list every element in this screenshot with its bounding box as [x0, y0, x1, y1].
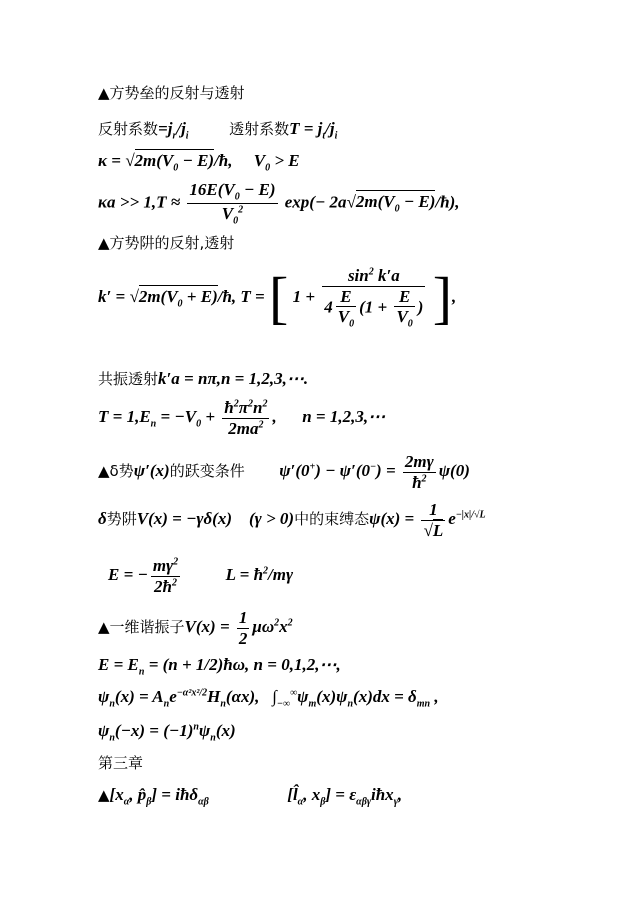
transmission-label: 透射系数 [229, 120, 290, 138]
heading-square-barrier: ▲方势垒的反射与透射 [98, 84, 245, 102]
reflection-label: 反射系数 [98, 120, 159, 138]
bound-label: 中的束缚态 [294, 509, 370, 528]
resonance-label: 共振透射 [98, 370, 159, 388]
kappa-formula: $\kappa = √2m(V_0$ − E)/ħ, $V_0 > E$ [98, 151, 300, 174]
delta-heading: ▲δ势 [98, 461, 134, 480]
oscillator-heading: ▲一维谐振子 [98, 617, 185, 636]
oscillator-wavefunction: $\psi_n(x) = A_ne^{-\alpha^2x^2/2}H_n(\alpha x)$, $\int_{-\infty}^\infty\psi_m(x)\psi_n(x)dx = \delta_{mn}$ , [98, 687, 439, 710]
heading-square-well: ▲方势阱的反射,透射 [98, 234, 235, 252]
jump-label: 的跃变条件 [169, 461, 245, 480]
commutation-relations: $▲[x_\alpha$, $p̂_\beta$] = iħδ$_{\alpha\beta}$ [$l̂_\alpha$, $x_\beta$] = $\varepsilon_{\alpha\beta\gamma}iħx_\gamma$, [98, 785, 403, 808]
harmonic-oscillator-potential: ▲一维谐振子V(x) = $\frac{1}{2}$ $\mu\omega^2x^2$ [98, 608, 293, 648]
triangle-marker: ▲ [98, 786, 110, 804]
bound-energy-and-length: E = − $\frac{m\gamma^2}{2ħ^2}$ $L = ħ^2/m\gamma$ [108, 556, 294, 596]
chapter-heading: 第三章 [98, 754, 144, 772]
oscillator-parity: $\psi_n(-x) = (-1)^n\psi_n(x)$ [98, 721, 236, 744]
reflection-transmission-coefficients: 反射系数$=j_r/j_i$ 透射系数$T = j_t/j_i$ [98, 119, 338, 142]
transmission-approximation: κa >> 1,T ≈ $\frac{16E(V_0 - E)}{V_0^2}$ $\exp(- 2a√2m(V_0$ − E)/ħ), [98, 180, 460, 227]
resonance-energies: $T = 1,E_n = -V_0$ + $\frac{ħ^2\pi^2n^2}{2ma^2}$ , n = 1,2,3,⋯ [98, 398, 386, 438]
delta-well-bound-state: δ势阱V(x) = −γδ(x) (γ > 0)中的束缚态ψ(x) = $\frac{1}{√L}$ $e^{-|x|/√L}$ [98, 500, 486, 540]
delta-jump-condition: ▲δ势ψ′(x)的跃变条件 ψ′(0+) − ψ′(0−) = $\frac{2m\gamma}{ħ^2}$ ψ(0) [98, 452, 470, 492]
oscillator-energy-levels: $E = E_n = (n$ + 1/2)ħω, n = 0,1,2,⋯, [98, 655, 341, 678]
well-transmission-formula: $k' = √2m(V_0$ + E)/ħ, T = [ 1 + $\sin^2 k'a$ 4 $\frac{E}{V_0}$ (1 + $\frac{E}{V_0}$ ) ], [98, 265, 457, 330]
resonance-condition: 共振透射k′a = nπ,n = 1,2,3,⋯. [98, 369, 309, 388]
delta-well-label: 势阱 [106, 509, 137, 528]
